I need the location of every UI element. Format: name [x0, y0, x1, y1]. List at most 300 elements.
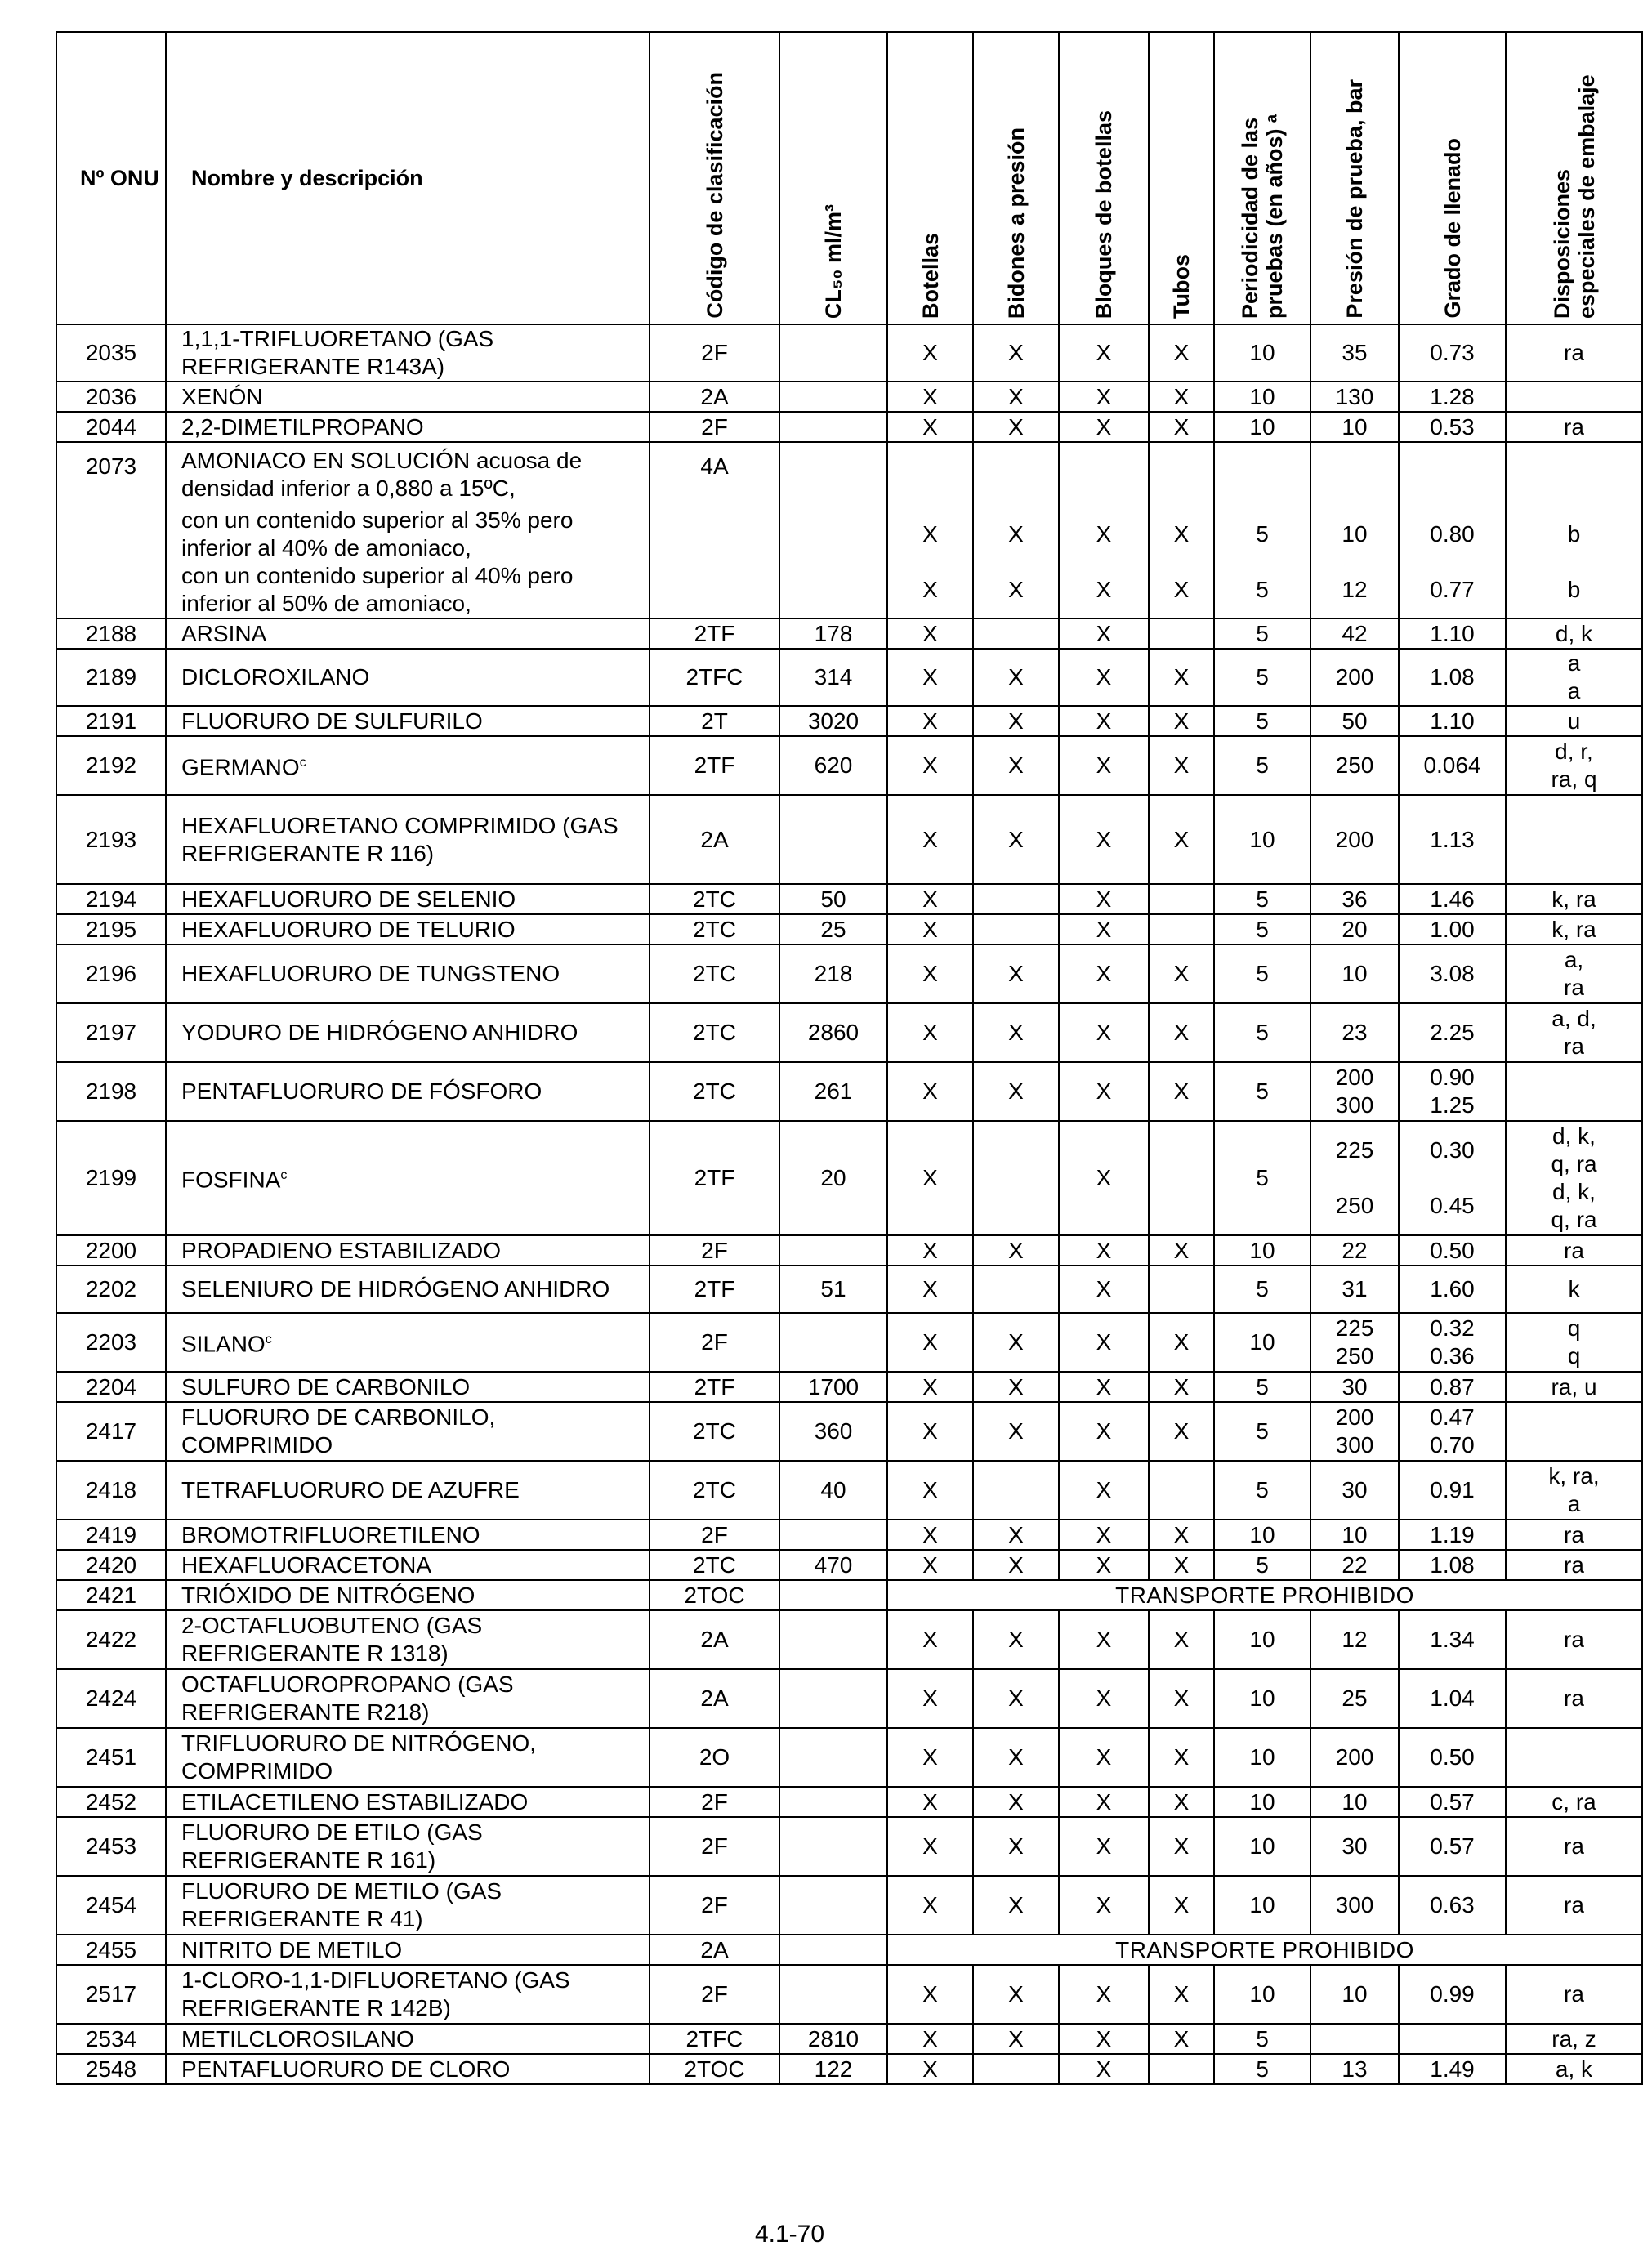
- table-row: [56, 442, 1642, 507]
- un-number-cell: 2453: [56, 1817, 166, 1876]
- test-pressure-cell: 50: [1310, 706, 1399, 736]
- lc50-cell: [779, 795, 887, 884]
- filling-ratio-cell: 0.80: [1399, 507, 1506, 562]
- pressure-drums-cell: X: [973, 944, 1059, 1003]
- classification-code-cell: 2TF: [650, 618, 779, 649]
- tubes-cell: X: [1149, 324, 1214, 382]
- special-provisions-cell: ra: [1506, 1876, 1642, 1935]
- substance-name-cell: 2-OCTAFLUOBUTENO (GAS REFRIGERANTE R 1318): [166, 1610, 650, 1669]
- classification-code-cell: 2F: [650, 1876, 779, 1935]
- tubes-cell: [1149, 914, 1214, 944]
- test-pressure-cell: 30: [1310, 1817, 1399, 1876]
- bundles-cell: X: [1059, 562, 1149, 618]
- test-pressure-cell: 22: [1310, 1235, 1399, 1266]
- cylinders-cell: X: [887, 1313, 973, 1372]
- test-pressure-cell: 10: [1310, 412, 1399, 442]
- special-provisions-cell: ra: [1506, 1669, 1642, 1728]
- test-pressure-cell: 22: [1310, 1550, 1399, 1580]
- cylinders-cell: X: [887, 1550, 973, 1580]
- special-provisions-cell: k: [1506, 1266, 1642, 1313]
- bundles-cell: X: [1059, 1003, 1149, 1062]
- lc50-cell: [779, 1610, 887, 1669]
- tubes-cell: X: [1149, 507, 1214, 562]
- tubes-cell: X: [1149, 1728, 1214, 1787]
- un-number-cell: 2517: [56, 1965, 166, 2024]
- table-row: [56, 1787, 1642, 1817]
- un-number-cell: 2204: [56, 1372, 166, 1402]
- test-period-cell: 5: [1214, 914, 1310, 944]
- filling-ratio-cell: 0.53: [1399, 412, 1506, 442]
- header-lc50: CL₅₀ ml/m³: [779, 32, 887, 324]
- table-row: [56, 382, 1642, 412]
- pressure-drums-cell: [973, 1121, 1059, 1235]
- pressure-drums-cell: [973, 2054, 1059, 2084]
- test-period-cell: 5: [1214, 944, 1310, 1003]
- cylinders-cell: X: [887, 1003, 973, 1062]
- special-provisions-cell: ra: [1506, 1610, 1642, 1669]
- bundles-cell: X: [1059, 1817, 1149, 1876]
- cylinders-cell: X: [887, 1121, 973, 1235]
- substance-name-cell: FLUORURO DE METILO (GAS REFRIGERANTE R 41): [166, 1876, 650, 1935]
- test-pressure-cell: 10: [1310, 1787, 1399, 1817]
- tubes-cell: X: [1149, 1313, 1214, 1372]
- filling-ratio-cell: 0.91: [1399, 1461, 1506, 1520]
- cylinders-cell: X: [887, 562, 973, 618]
- substance-name-cell: con un contenido superior al 40% pero inferior al 50% de amoniaco,: [166, 562, 650, 618]
- table-row: [56, 884, 1642, 914]
- transport-prohibited-cell: TRANSPORTE PROHIBIDO: [887, 1935, 1642, 1965]
- bundles-cell: X: [1059, 382, 1149, 412]
- lc50-cell: 50: [779, 884, 887, 914]
- pressure-drums-cell: X: [973, 1728, 1059, 1787]
- test-period-cell: 10: [1214, 1610, 1310, 1669]
- header-class-code: Código de clasificación: [650, 32, 779, 324]
- table-row: [56, 1876, 1642, 1935]
- cylinders-cell: X: [887, 1235, 973, 1266]
- bundles-cell: X: [1059, 1728, 1149, 1787]
- test-pressure-cell: 25: [1310, 1669, 1399, 1728]
- un-number-cell: 2422: [56, 1610, 166, 1669]
- un-number-cell: 2419: [56, 1520, 166, 1550]
- special-provisions-cell: [1506, 1062, 1642, 1121]
- test-period-cell: 5: [1214, 1062, 1310, 1121]
- cylinders-cell: X: [887, 324, 973, 382]
- un-number-cell: 2452: [56, 1787, 166, 1817]
- tubes-cell: X: [1149, 1235, 1214, 1266]
- test-pressure-cell: 12: [1310, 1610, 1399, 1669]
- bundles-cell: X: [1059, 706, 1149, 736]
- test-period-cell: 5: [1214, 507, 1310, 562]
- table-row: [56, 1461, 1642, 1520]
- un-number-cell: 2417: [56, 1402, 166, 1461]
- table-row: [56, 706, 1642, 736]
- lc50-cell: 470: [779, 1550, 887, 1580]
- un-number-cell: 2455: [56, 1935, 166, 1965]
- bundles-cell: X: [1059, 736, 1149, 795]
- cylinders-cell: X: [887, 1728, 973, 1787]
- test-period-cell: 10: [1214, 1728, 1310, 1787]
- classification-code-cell: 2TC: [650, 1461, 779, 1520]
- tubes-cell: [1149, 1121, 1214, 1235]
- lc50-cell: 2810: [779, 2024, 887, 2054]
- tubes-cell: [1149, 442, 1214, 507]
- classification-code-cell: 2A: [650, 1610, 779, 1669]
- tubes-cell: X: [1149, 1876, 1214, 1935]
- bundles-cell: X: [1059, 2054, 1149, 2084]
- substance-name-cell: YODURO DE HIDRÓGENO ANHIDRO: [166, 1003, 650, 1062]
- special-provisions-cell: b: [1506, 562, 1642, 618]
- classification-code-cell: 2TOC: [650, 1580, 779, 1610]
- classification-code-cell: 2TC: [650, 884, 779, 914]
- lc50-cell: [779, 324, 887, 382]
- substance-name-cell: con un contenido superior al 35% pero inferior al 40% de amoniaco,: [166, 507, 650, 562]
- header-tubes: Tubos: [1149, 32, 1214, 324]
- lc50-cell: 122: [779, 2054, 887, 2084]
- special-provisions-cell: [1506, 442, 1642, 507]
- substance-name-cell: 2,2-DIMETILPROPANO: [166, 412, 650, 442]
- header-un: Nº ONU: [56, 32, 166, 324]
- test-period-cell: 10: [1214, 382, 1310, 412]
- classification-code-cell: 2TOC: [650, 2054, 779, 2084]
- bundles-cell: X: [1059, 1461, 1149, 1520]
- cylinders-cell: X: [887, 736, 973, 795]
- filling-ratio-cell: 1.49: [1399, 2054, 1506, 2084]
- pressure-drums-cell: X: [973, 324, 1059, 382]
- un-number-cell: 2188: [56, 618, 166, 649]
- filling-ratio-cell: 1.08: [1399, 1550, 1506, 1580]
- test-period-cell: 10: [1214, 1520, 1310, 1550]
- pressure-drums-cell: X: [973, 1003, 1059, 1062]
- substance-name-cell: SILANO$^c$: [166, 1313, 650, 1372]
- special-provisions-cell: [1506, 1728, 1642, 1787]
- pressure-drums-cell: X: [973, 1372, 1059, 1402]
- substance-name-cell: FOSFINA$^c$: [166, 1121, 650, 1235]
- pressure-drums-cell: X: [973, 1402, 1059, 1461]
- lc50-cell: [779, 562, 887, 618]
- bundles-cell: X: [1059, 1965, 1149, 2024]
- tubes-cell: [1149, 884, 1214, 914]
- substance-name-cell: TETRAFLUORURO DE AZUFRE: [166, 1461, 650, 1520]
- filling-ratio-cell: 0.57: [1399, 1787, 1506, 1817]
- test-period-cell: 10: [1214, 1965, 1310, 2024]
- test-period-cell: 10: [1214, 1669, 1310, 1728]
- cylinders-cell: X: [887, 1461, 973, 1520]
- substance-name-cell: HEXAFLUORETANO COMPRIMIDO (GAS REFRIGERANTE R 116): [166, 795, 650, 884]
- test-pressure-cell: 20: [1310, 914, 1399, 944]
- filling-ratio-cell: 1.10: [1399, 618, 1506, 649]
- table-row: [56, 1610, 1642, 1669]
- filling-ratio-cell: 1.60: [1399, 1266, 1506, 1313]
- pressure-drums-cell: X: [973, 795, 1059, 884]
- pressure-drums-cell: X: [973, 1520, 1059, 1550]
- table-row: [56, 1313, 1642, 1372]
- un-number-cell: 2424: [56, 1669, 166, 1728]
- table-row: [56, 1003, 1642, 1062]
- test-period-cell: 5: [1214, 1121, 1310, 1235]
- cylinders-cell: X: [887, 944, 973, 1003]
- pressure-drums-cell: X: [973, 736, 1059, 795]
- bundles-cell: X: [1059, 412, 1149, 442]
- test-period-cell: 5: [1214, 649, 1310, 706]
- lc50-cell: 314: [779, 649, 887, 706]
- test-pressure-cell: 225 250: [1310, 1121, 1399, 1235]
- tubes-cell: X: [1149, 1965, 1214, 2024]
- pressure-drums-cell: X: [973, 1817, 1059, 1876]
- test-period-cell: 10: [1214, 1876, 1310, 1935]
- pressure-drums-cell: X: [973, 507, 1059, 562]
- substance-name-cell: FLUORURO DE SULFURILO: [166, 706, 650, 736]
- classification-code-cell: 2TC: [650, 914, 779, 944]
- filling-ratio-cell: 0.63: [1399, 1876, 1506, 1935]
- cylinders-cell: X: [887, 1402, 973, 1461]
- header-special-provisions: Disposiciones especiales de embalaje: [1506, 32, 1642, 324]
- bundles-cell: X: [1059, 1266, 1149, 1313]
- test-period-cell: 10: [1214, 795, 1310, 884]
- un-number-cell: 2194: [56, 884, 166, 914]
- filling-ratio-cell: [1399, 2024, 1506, 2054]
- test-pressure-cell: 10: [1310, 1520, 1399, 1550]
- un-number-cell: 2195: [56, 914, 166, 944]
- pressure-drums-cell: [973, 618, 1059, 649]
- lc50-cell: [779, 412, 887, 442]
- table-body: [56, 324, 1642, 2084]
- test-period-cell: 5: [1214, 884, 1310, 914]
- filling-ratio-cell: 0.57: [1399, 1817, 1506, 1876]
- classification-code-cell: 2A: [650, 1935, 779, 1965]
- tubes-cell: X: [1149, 1550, 1214, 1580]
- classification-code-cell: 2TC: [650, 1402, 779, 1461]
- pressure-drums-cell: X: [973, 1787, 1059, 1817]
- classification-code-cell: 2F: [650, 1965, 779, 2024]
- classification-code-cell: 2TFC: [650, 649, 779, 706]
- special-provisions-cell: [1506, 382, 1642, 412]
- test-period-cell: 10: [1214, 1787, 1310, 1817]
- pressure-drums-cell: X: [973, 649, 1059, 706]
- un-number-cell: 2197: [56, 1003, 166, 1062]
- test-pressure-cell: 250: [1310, 736, 1399, 795]
- cylinders-cell: X: [887, 1965, 973, 2024]
- classification-code-cell: 2A: [650, 795, 779, 884]
- pressure-drums-cell: [973, 884, 1059, 914]
- test-pressure-cell: 30: [1310, 1372, 1399, 1402]
- cylinders-cell: X: [887, 884, 973, 914]
- pressure-drums-cell: X: [973, 1876, 1059, 1935]
- test-period-cell: 5: [1214, 1550, 1310, 1580]
- substance-name-cell: TRIÓXIDO DE NITRÓGENO: [166, 1580, 650, 1610]
- substance-name-cell: PENTAFLUORURO DE CLORO: [166, 2054, 650, 2084]
- tubes-cell: X: [1149, 382, 1214, 412]
- un-number-cell: 2036: [56, 382, 166, 412]
- table-row: [56, 1402, 1642, 1461]
- test-period-cell: 5: [1214, 2024, 1310, 2054]
- classification-code-cell: 2A: [650, 1669, 779, 1728]
- substance-name-cell: FLUORURO DE CARBONILO, COMPRIMIDO: [166, 1402, 650, 1461]
- un-number-cell: 2035: [56, 324, 166, 382]
- cylinders-cell: X: [887, 1266, 973, 1313]
- bundles-cell: [1059, 442, 1149, 507]
- substance-name-cell: NITRITO DE METILO: [166, 1935, 650, 1965]
- test-period-cell: 5: [1214, 2054, 1310, 2084]
- test-pressure-cell: 130: [1310, 382, 1399, 412]
- test-period-cell: 5: [1214, 736, 1310, 795]
- substance-name-cell: OCTAFLUOROPROPANO (GAS REFRIGERANTE R218): [166, 1669, 650, 1728]
- bundles-cell: X: [1059, 324, 1149, 382]
- table-row: [56, 324, 1642, 382]
- substance-name-cell: GERMANO$^c$: [166, 736, 650, 795]
- classification-code-cell: 2O: [650, 1728, 779, 1787]
- test-pressure-cell: 200 300: [1310, 1062, 1399, 1121]
- cylinders-cell: X: [887, 706, 973, 736]
- test-period-cell: 10: [1214, 324, 1310, 382]
- tubes-cell: X: [1149, 2024, 1214, 2054]
- lc50-cell: 178: [779, 618, 887, 649]
- test-pressure-cell: 42: [1310, 618, 1399, 649]
- test-pressure-cell: 10: [1310, 944, 1399, 1003]
- table-row: [56, 2024, 1642, 2054]
- lc50-cell: 218: [779, 944, 887, 1003]
- table-row: [56, 1550, 1642, 1580]
- header-pressure-drums: Bidones a presión: [973, 32, 1059, 324]
- table-row: [56, 795, 1642, 884]
- special-provisions-cell: k, ra: [1506, 914, 1642, 944]
- cylinders-cell: X: [887, 2054, 973, 2084]
- tubes-cell: X: [1149, 1787, 1214, 1817]
- substance-name-cell: HEXAFLUORURO DE TUNGSTENO: [166, 944, 650, 1003]
- special-provisions-cell: ra: [1506, 412, 1642, 442]
- cylinders-cell: X: [887, 1520, 973, 1550]
- filling-ratio-cell: 1.00: [1399, 914, 1506, 944]
- classification-code-cell: 2TF: [650, 1372, 779, 1402]
- filling-ratio-cell: 1.13: [1399, 795, 1506, 884]
- tubes-cell: X: [1149, 1372, 1214, 1402]
- bundles-cell: X: [1059, 2024, 1149, 2054]
- special-provisions-cell: q q: [1506, 1313, 1642, 1372]
- test-pressure-cell: 200: [1310, 649, 1399, 706]
- lc50-cell: 20: [779, 1121, 887, 1235]
- cylinders-cell: X: [887, 649, 973, 706]
- un-number-cell: 2451: [56, 1728, 166, 1787]
- cylinders-cell: X: [887, 2024, 973, 2054]
- pressure-drums-cell: [973, 1461, 1059, 1520]
- bundles-cell: X: [1059, 1121, 1149, 1235]
- bundles-cell: X: [1059, 944, 1149, 1003]
- bundles-cell: X: [1059, 618, 1149, 649]
- filling-ratio-cell: 0.47 0.70: [1399, 1402, 1506, 1461]
- test-period-cell: 10: [1214, 1235, 1310, 1266]
- lc50-cell: 620: [779, 736, 887, 795]
- pressure-drums-cell: X: [973, 1610, 1059, 1669]
- substance-name-cell: HEXAFLUORACETONA: [166, 1550, 650, 1580]
- table-row: [56, 1965, 1642, 2024]
- bundles-cell: X: [1059, 1550, 1149, 1580]
- lc50-cell: [779, 1935, 887, 1965]
- test-pressure-cell: 200 300: [1310, 1402, 1399, 1461]
- footnote-marker: c: [280, 1168, 288, 1183]
- table-row: [56, 1062, 1642, 1121]
- pressure-drums-cell: X: [973, 1669, 1059, 1728]
- test-pressure-cell: 200: [1310, 795, 1399, 884]
- test-period-cell: 5: [1214, 1003, 1310, 1062]
- pressure-drums-cell: X: [973, 2024, 1059, 2054]
- pressure-drums-cell: X: [973, 1965, 1059, 2024]
- special-provisions-cell: ra: [1506, 1235, 1642, 1266]
- substance-name-cell: PENTAFLUORURO DE FÓSFORO: [166, 1062, 650, 1121]
- cylinders-cell: X: [887, 1610, 973, 1669]
- test-period-cell: 5: [1214, 1402, 1310, 1461]
- substance-name-cell: DICLOROXILANO: [166, 649, 650, 706]
- substance-name-cell: METILCLOROSILANO: [166, 2024, 650, 2054]
- classification-code-cell: 2T: [650, 706, 779, 736]
- tubes-cell: X: [1149, 736, 1214, 795]
- special-provisions-cell: b: [1506, 507, 1642, 562]
- test-pressure-cell: 31: [1310, 1266, 1399, 1313]
- classification-code-cell: 2TC: [650, 1550, 779, 1580]
- test-period-cell: 5: [1214, 618, 1310, 649]
- special-provisions-cell: a, d, ra: [1506, 1003, 1642, 1062]
- substance-name-cell: HEXAFLUORURO DE TELURIO: [166, 914, 650, 944]
- filling-ratio-cell: 1.34: [1399, 1610, 1506, 1669]
- lc50-cell: [779, 1965, 887, 2024]
- lc50-cell: [779, 1313, 887, 1372]
- special-provisions-cell: ra, u: [1506, 1372, 1642, 1402]
- lc50-cell: 3020: [779, 706, 887, 736]
- filling-ratio-cell: 0.30 0.45: [1399, 1121, 1506, 1235]
- classification-code-cell: 2TC: [650, 1062, 779, 1121]
- packing-instruction-table: [56, 31, 1643, 2085]
- lc50-cell: 360: [779, 1402, 887, 1461]
- un-number-cell: 2073: [56, 442, 166, 618]
- un-number-cell: 2202: [56, 1266, 166, 1313]
- special-provisions-cell: [1506, 795, 1642, 884]
- un-number-cell: 2044: [56, 412, 166, 442]
- classification-code-cell: 4A: [650, 442, 779, 618]
- table-row: [56, 1520, 1642, 1550]
- un-number-cell: 2196: [56, 944, 166, 1003]
- un-number-cell: 2454: [56, 1876, 166, 1935]
- filling-ratio-cell: 0.73: [1399, 324, 1506, 382]
- filling-ratio-cell: 1.08: [1399, 649, 1506, 706]
- substance-name-cell: 1,1,1-TRIFLUORETANO (GAS REFRIGERANTE R143A): [166, 324, 650, 382]
- test-pressure-cell: 300: [1310, 1876, 1399, 1935]
- special-provisions-cell: ra, z: [1506, 2024, 1642, 2054]
- substance-name-cell: BROMOTRIFLUORETILENO: [166, 1520, 650, 1550]
- un-number-cell: 2421: [56, 1580, 166, 1610]
- classification-code-cell: 2F: [650, 1520, 779, 1550]
- filling-ratio-cell: 0.99: [1399, 1965, 1506, 2024]
- tubes-cell: X: [1149, 1669, 1214, 1728]
- test-pressure-cell: 200: [1310, 1728, 1399, 1787]
- test-period-cell: 5: [1214, 1266, 1310, 1313]
- table-row: [56, 1728, 1642, 1787]
- bundles-cell: X: [1059, 914, 1149, 944]
- classification-code-cell: 2F: [650, 1313, 779, 1372]
- lc50-cell: 1700: [779, 1372, 887, 1402]
- filling-ratio-cell: 0.90 1.25: [1399, 1062, 1506, 1121]
- table-row: [56, 736, 1642, 795]
- substance-name-cell: FLUORURO DE ETILO (GAS REFRIGERANTE R 161): [166, 1817, 650, 1876]
- header-cylinders: Botellas: [887, 32, 973, 324]
- special-provisions-cell: [1506, 1402, 1642, 1461]
- test-pressure-cell: 13: [1310, 2054, 1399, 2084]
- un-number-cell: 2191: [56, 706, 166, 736]
- test-pressure-cell: 30: [1310, 1461, 1399, 1520]
- lc50-cell: 2860: [779, 1003, 887, 1062]
- filling-ratio-cell: 1.19: [1399, 1520, 1506, 1550]
- pressure-drums-cell: X: [973, 412, 1059, 442]
- special-provisions-cell: c, ra: [1506, 1787, 1642, 1817]
- lc50-cell: [779, 1787, 887, 1817]
- bundles-cell: X: [1059, 884, 1149, 914]
